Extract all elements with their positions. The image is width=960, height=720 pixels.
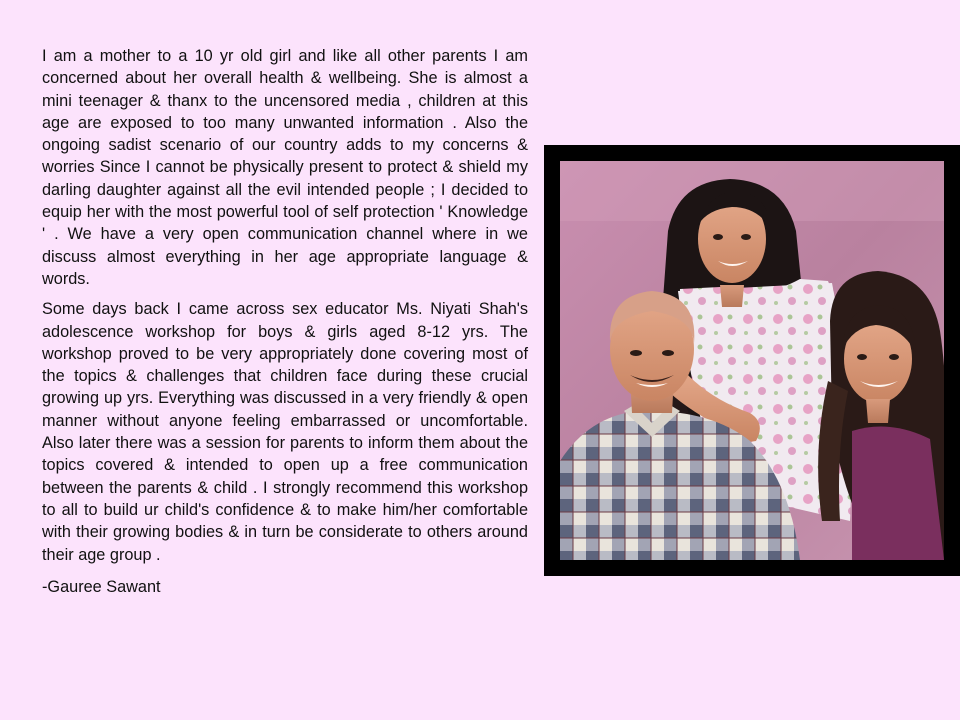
testimonial-paragraph-2: Some days back I came across sex educator Ms. Niyati Shah's adolescence workshop for boys & girls aged 8-12 yrs. The workshop proved to be very appropriately done covering most of the topics & challenges that children face during these crucial growing up yrs. Everything was discussed in a very friendly & open manner without anyone feeling embarrassed or uncomfortable. Also later there was a session for parents to inform them about the topics covered & intended to open up a free communication between the parents & child . I strongly recommend this workshop to all to build ur child's confidence & to make him/her comfortable with their growing bodies & in turn be considerate to others around their age group . bbox=[42, 300, 528, 564]
family-photo-frame bbox=[544, 145, 960, 576]
testimonial-signature: -Gauree Sawant bbox=[42, 577, 161, 596]
mother-figure bbox=[818, 271, 944, 560]
family-photo-illustration bbox=[560, 161, 944, 560]
testimonial-paragraph-1: I am a mother to a 10 yr old girl and like all other parents I am concerned about her overall health & wellbeing. She is almost a mini teenager & thanx to the uncensored media , children at this age are exposed to too many unwanted information . Also the ongoing sadist scenario of our country adds to my concerns & worries Since I cannot be physically present to protect & shield my darling daughter against all the evil intended people ; I decided to equip her with the most powerful tool of self protection ' Knowledge ' . We have a very open communication channel where in we discuss almost everything in her age appropriate language & words. bbox=[42, 47, 528, 288]
family-photo bbox=[560, 161, 944, 560]
testimonial-text bbox=[42, 45, 528, 598]
